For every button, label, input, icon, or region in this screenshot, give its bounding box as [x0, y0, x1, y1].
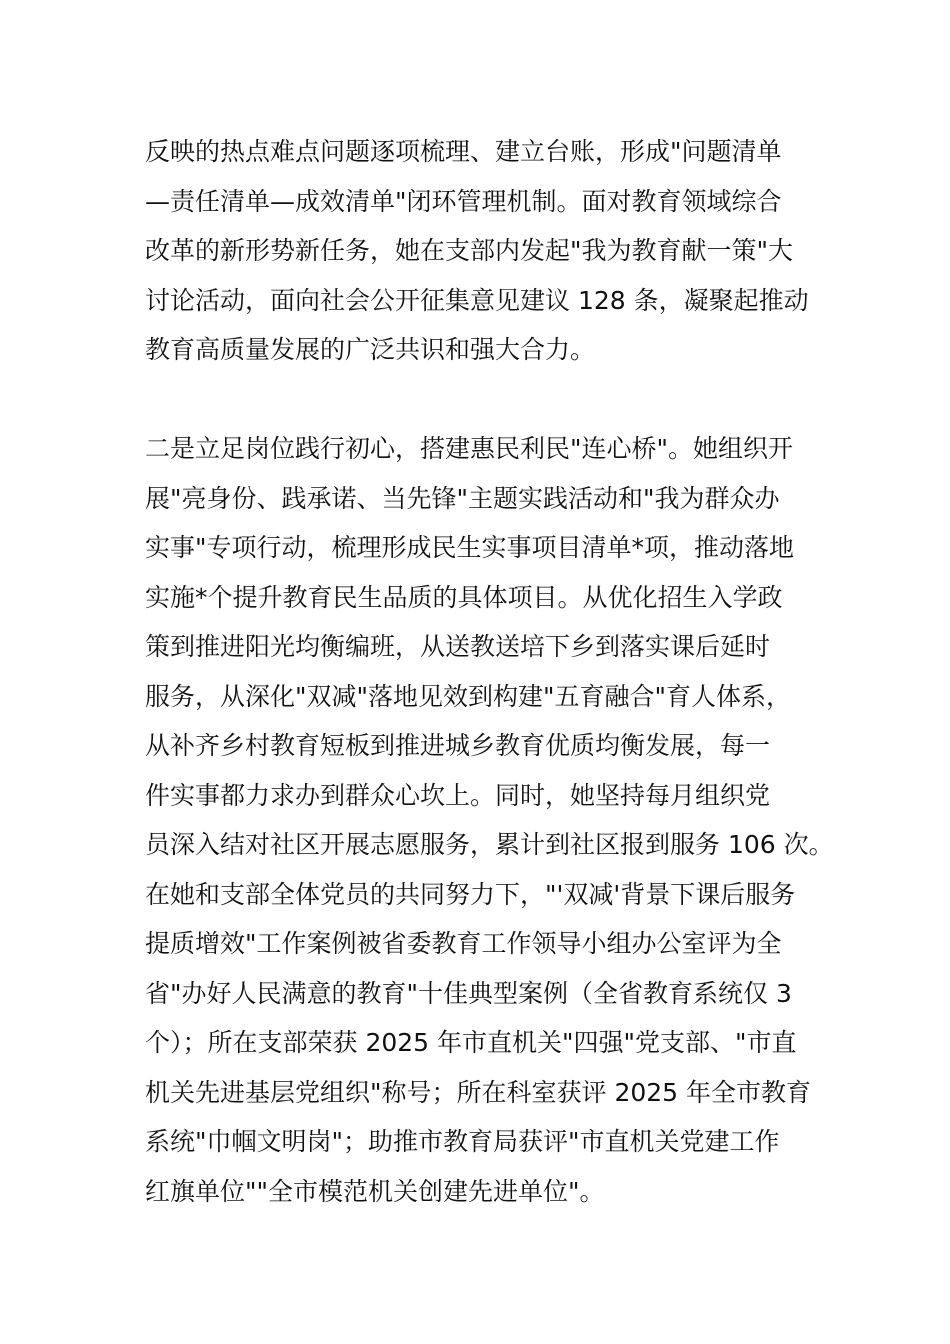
paragraph-line: 服务，从深化"双减"落地见效到构建"五育融合"育人体系，	[145, 681, 791, 711]
paragraph-line: 个）；所在支部荣获 2025 年市直机关"四强"党支部、"市直	[145, 1028, 797, 1057]
paragraph-line: 员深入结对社区开展志愿服务，累计到社区报到服务 106 次。	[145, 830, 834, 859]
paragraph-line: 省"办好人民满意的教育"十佳典型案例（全省教育系统仅 3	[145, 978, 792, 1008]
paragraph-line: 件实事都力求办到群众心坎上。同时，她坚持每月组织党	[145, 780, 771, 810]
paragraph-line: 改革的新形势新任务，她在支部内发起"我为教育献一策"大	[145, 236, 794, 265]
paragraph-line: 讨论活动，面向社会公开征集意见建议 128 条，凝聚起推动	[145, 285, 809, 315]
paragraph-2	[145, 424, 845, 1216]
paragraph-line: 从补齐乡村教育短板到推进城乡教育优质均衡发展，每一	[145, 731, 771, 760]
paragraph-line: 策到推进阳光均衡编班，从送教送培下乡到落实课后延时	[145, 632, 771, 661]
paragraph-line: 系统"巾帼文明岗"；助推市教育局获评"市直机关党建工作	[145, 1127, 780, 1156]
paragraph-line: 二是立足岗位践行初心，搭建惠民利民"连心桥"。她组织开	[145, 434, 794, 463]
paragraph-line: 教育高质量发展的广泛共识和强大合力。	[145, 335, 596, 364]
paragraph-line: 反映的热点难点问题逐项梳理、建立台账，形成"问题清单	[145, 137, 782, 166]
paragraph-line: 展"亮身份、践承诺、当先锋"主题实践活动和"我为群众办	[145, 483, 780, 513]
paragraph-line: 实施*个提升教育民生品质的具体项目。从优化招生入学政	[145, 582, 783, 612]
paragraph-line: 实事"专项行动，梳理形成民生实事项目清单*项，推动落地	[145, 533, 795, 562]
paragraph-line: 机关先进基层党组织"称号；所在科室获评 2025 年全市教育	[145, 1077, 812, 1107]
paragraph-line: —责任清单—成效清单"闭环管理机制。面对教育领域综合	[145, 186, 782, 216]
paragraph-line: 提质增效"工作案例被省委教育工作领导小组办公室评为全	[145, 929, 782, 958]
paragraph-line: 红旗单位""全市模范机关创建先进单位"。	[145, 1176, 605, 1206]
paragraph-1	[145, 127, 845, 375]
paragraph-line: 在她和支部全体党员的共同努力下，"'双减'背景下课后服务	[145, 879, 796, 909]
